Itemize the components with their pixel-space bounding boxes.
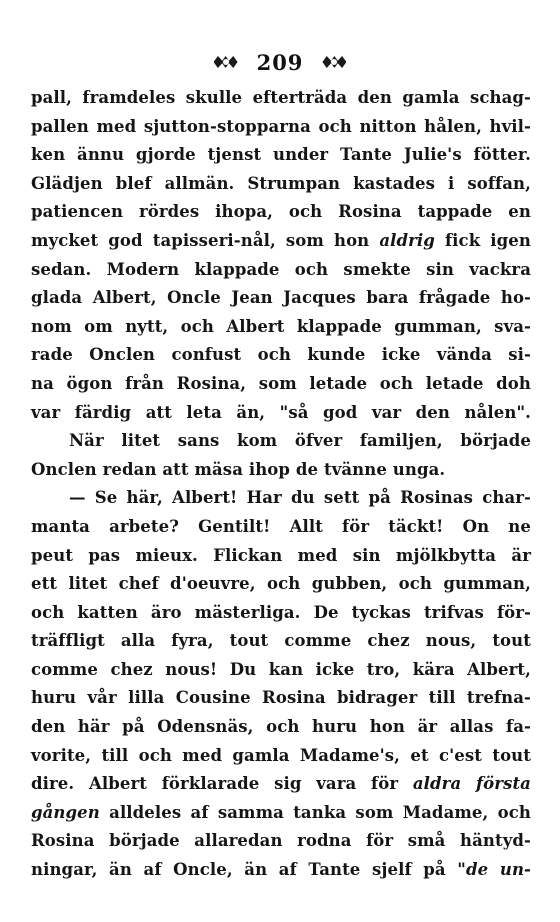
- text-line: När litet sans kom öfver familjen, började: [69, 431, 531, 451]
- text-line: sedan. Modern klappade och smekte sin vackra: [31, 259, 531, 279]
- text-line: och katten äro mästerliga. De tyckas trifvas för-: [31, 602, 531, 622]
- text-line: dire. Albert förklarade sig vara för aldra första: [31, 774, 531, 794]
- text-line: huru vår lilla Cousine Rosina bidrager till trefna-: [31, 688, 531, 708]
- text-line: Onclen redan att mäsa ihop de tvänne unga.: [31, 459, 446, 479]
- text-line: gången alldeles af samma tanka som Madame, och: [31, 802, 531, 822]
- text-line: ningar, än af Oncle, än af Tante sjelf på "de un-: [31, 860, 531, 880]
- page-header: [0, 42, 560, 82]
- text-line: Glädjen blef allmän. Strumpan kastades i soffan,: [31, 173, 531, 193]
- scroll-ornament-icon: [211, 51, 241, 73]
- text-line: mycket god tapisseri-nål, som hon aldrig fick igen: [31, 230, 531, 250]
- text-line: den här på Odensnäs, och huru hon är allas fa-: [31, 717, 531, 737]
- text-line: — Se här, Albert! Har du sett på Rosinas char-: [69, 488, 531, 508]
- text-line: Rosina började allaredan rodna för små häntyd-: [31, 831, 531, 851]
- text-line: rade Onclen confust och kunde icke vända si-: [31, 345, 531, 365]
- text-line: ken ännu gjorde tjenst under Tante Julie's fötter.: [31, 145, 531, 165]
- text-line: pallen med sjutton-stopparna och nitton hålen, hvil-: [31, 116, 531, 136]
- text-line: ett litet chef d'oeuvre, och gubben, och gumman,: [31, 574, 531, 594]
- text-line: peut pas mieux. Flickan med sin mjölkbytta är: [31, 545, 531, 565]
- body-text: [31, 84, 531, 885]
- text-line: comme chez nous! Du kan icke tro, kära Albert,: [31, 659, 531, 679]
- text-line: nom om nytt, och Albert klappade gumman, sva-: [31, 316, 531, 336]
- text-line: träffligt alla fyra, tout comme chez nous, tout: [31, 631, 531, 651]
- text-line: glada Albert, Oncle Jean Jacques bara frågade ho-: [31, 288, 531, 308]
- text-line: manta arbete? Gentilt! Allt för täckt! On ne: [31, 516, 531, 536]
- page-number: 209: [256, 49, 304, 75]
- scroll-ornament-icon: [319, 51, 349, 73]
- text-line: na ögon från Rosina, som letade och letade doh: [31, 373, 531, 393]
- text-line: var färdig att leta än, "så god var den nålen".: [31, 402, 531, 422]
- text-line: patiencen rördes ihopa, och Rosina tappade en: [31, 202, 531, 222]
- text-line: vorite, till och med gamla Madame's, et c'est tout: [31, 745, 531, 765]
- text-line: pall, framdeles skulle efterträda den gamla schag-: [31, 88, 531, 107]
